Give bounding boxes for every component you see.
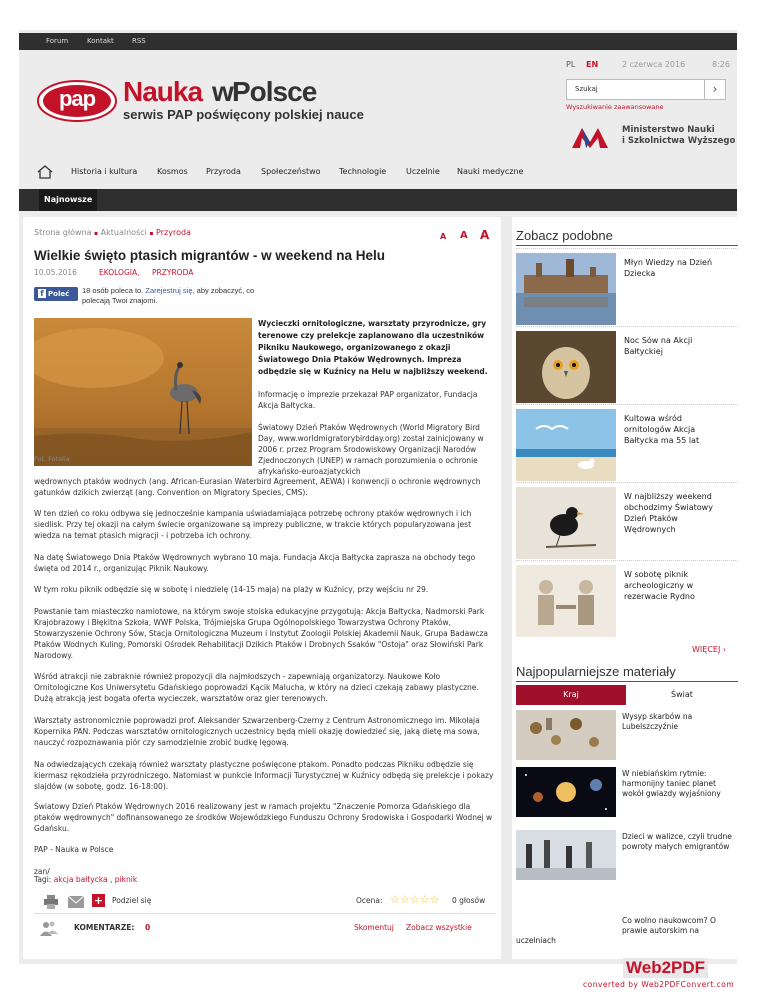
sub-nav — [19, 189, 737, 211]
see-all-comments-link[interactable]: Zobacz wszystkie — [406, 923, 472, 932]
divider — [516, 245, 738, 246]
category-przyroda[interactable]: PRZYRODA — [152, 268, 194, 277]
nav-przyroda[interactable]: Przyroda — [206, 167, 241, 176]
font-size-medium[interactable]: A — [460, 230, 468, 241]
paragraph-2a: Światowy Dzień Ptaków Wędrownych (World Migratory Bird Day, www.worldmigratorybirdday.org) został zainicjowany w 2006 r. przez Program Środowiskowy Organizacji Narodów Zjednoczonych (UNEP) w ramach porozumienia o ochronie afrykańsko-euroazjatyckich — [258, 423, 484, 476]
tags-row: Tagi: akcja bałtycka , piknik — [34, 875, 138, 884]
star-icon[interactable]: ☆ — [429, 893, 440, 906]
article-author: zan/ — [34, 867, 50, 876]
star-icon[interactable]: ☆ — [399, 893, 410, 906]
article-tools — [34, 893, 496, 945]
paragraph-10: Światowy Dzień Ptaków Wędrownych 2016 realizowany jest w ramach projektu "Znaczenie Pomorza Gdańskiego dla ptaków wędrownych" dofinansowanego ze środków Wojewódzkiego Funduszu Ochrony Środowiska i Gospodarki Wodnej w Gdańsku. — [34, 802, 493, 833]
logo[interactable] — [37, 76, 387, 128]
fb-register-link[interactable]: Zarejestruj się, — [145, 286, 195, 295]
star-icon[interactable]: ☆ — [409, 893, 420, 906]
divider — [34, 913, 496, 914]
paragraph-5: W tym roku piknik odbędzie się w sobotę i niedzielę (14-15 maja) na plaży w Kuźnicy, przy wejściu nr 29. — [34, 585, 429, 594]
logo-nauka: Nauka — [123, 76, 203, 107]
related-text[interactable]: Młyn Wiedzy na Dzień Dziecka — [624, 258, 713, 278]
related-text[interactable]: Noc Sów na Akcji Bałtyckiej — [624, 336, 693, 356]
popular-text[interactable]: Wysyp skarbów na Lubelszczyźnie — [622, 712, 693, 731]
article-date: 10.05.2016 — [34, 268, 77, 277]
forum-link[interactable]: Forum — [46, 37, 69, 45]
star-icon[interactable]: ☆ — [419, 893, 430, 906]
comments-label: KOMENTARZE: — [74, 923, 135, 932]
popular-tabs — [516, 685, 738, 705]
logo-tagline: serwis PAP poświęcony polskiej nauce — [123, 107, 364, 122]
related-thumb — [516, 331, 616, 403]
date-display: 2 czerwca 2016 — [622, 60, 686, 69]
fb-text-post: aby zobaczyć, co polecają Twoi znajomi. — [82, 286, 255, 305]
web2pdf-converted: converted by Web2PDFConvert.com — [583, 980, 735, 989]
ministry-emblem-icon — [572, 126, 608, 148]
star-icon[interactable]: ☆ — [390, 893, 400, 906]
chevron-right-icon: › — [722, 645, 727, 654]
rating-label: Ocena: — [356, 896, 383, 905]
paragraph-6: Powstanie tam miasteczko namiotowe, na którym swoje stoiska edukacyjne przygotują: Akcja Bałtycka, Nadmorski Park Krajobrazowy i Błękitna Szkoła, WWF Polska, Trójmiejska Grupa Ogólnopolskiego Towarzystwa Ochrony Ptaków, Stowarzyszenie Ochrony Sów, Stacja Ornitologiczna Muzeum i Instytut Zoologii Polskiej Akademii Nauk, Grupa Badawcza Ptaków Wodnych Kuling, Pomorski Ośrodek Rehabilitacji Dzikich Ptaków i Drobnych Ssaków "Ostoja" oraz Słowiński Park Narodowy. — [34, 607, 489, 660]
photo-caption: Fot. Fotolia — [34, 455, 70, 463]
paragraph-1: Informację o imprezie przekazał PAP organizator, Fundacja Akcja Bałtycka. — [258, 390, 478, 410]
lang-en[interactable]: EN — [586, 60, 599, 69]
popular-item[interactable] — [516, 914, 738, 950]
article-lead: Wycieczki ornitologiczne, warsztaty przyrodnicze, gry terenowe czy prelekcje zaplanowano dla uczestników Pikniku Naukowego, organizowanego z okazji Światowego Dnia Ptaków Wędrownych. Impreza odbędzie się w Kuźnicy na Helu w najbliższy weekend. — [258, 319, 488, 376]
related-text[interactable]: W najbliższy weekend obchodzimy Światowy Dzień Ptaków Wędrownych — [624, 492, 713, 534]
main-nav — [19, 155, 737, 189]
home-icon[interactable] — [37, 165, 53, 179]
category-ekologia[interactable]: EKOLOGIA, — [99, 268, 140, 277]
divider — [516, 681, 738, 682]
paragraph-3: W ten dzień co roku odbywa się jednocześnie kampania uświadamiająca potrzebę ochrony ptaków wędrownych i ich siedlisk. Przy tej okazji na całym świecie organizowane są imprezy publiczne, w trakcie których popularyzowana jest wiedza na temat ptasich migracji - i potrzeba ich ochrony. — [34, 509, 472, 540]
popular-title: Najpopularniejsze materiały — [516, 664, 676, 679]
related-thumb — [516, 487, 616, 559]
search-input[interactable] — [566, 79, 726, 100]
nav-kosmos[interactable]: Kosmos — [157, 167, 188, 176]
blackbird-image — [516, 487, 616, 559]
nav-nauki-medyczne[interactable]: Nauki medyczne — [457, 167, 524, 176]
comments-count: 0 — [145, 923, 151, 932]
nav-historia[interactable]: Historia i kultura — [71, 167, 138, 176]
votes-count: 0 głosów — [452, 896, 486, 905]
paragraph-7: Wśród atrakcji nie zabraknie również propozycji dla najmłodszych - zapewniają organizatorzy. Naukowe Koło Ornitologiczne Kos Uniwersytetu Gdańskiego poprowadzi Kącik Malucha, w który na dzieci czekają zabawy plastyczne. Dużą atrakcją jest bogata oferta wycieczek, warsztatów oraz gier terenowych. — [34, 672, 479, 703]
font-size-small[interactable]: A — [440, 232, 447, 241]
related-item[interactable] — [516, 326, 738, 404]
related-item[interactable] — [516, 248, 738, 326]
related-thumb — [516, 253, 616, 325]
related-item[interactable] — [516, 482, 738, 560]
related-text[interactable]: Kultowa wśród ornitologów Akcja Bałtycka ma 55 lat — [624, 414, 700, 445]
popular-thumb — [516, 710, 616, 760]
facebook-icon: f — [38, 289, 46, 298]
popular-item[interactable] — [516, 710, 738, 765]
related-item[interactable] — [516, 560, 738, 638]
crumb-section[interactable]: Przyroda — [156, 228, 191, 237]
fb-social-text — [82, 286, 282, 306]
crumb-separator-icon: ▪ — [94, 230, 99, 237]
popular-thumb — [516, 767, 616, 817]
rss-link[interactable]: RSS — [132, 37, 146, 45]
facebook-recommend-button[interactable] — [34, 287, 78, 301]
search-submit-button[interactable] — [704, 79, 726, 100]
users-icon — [40, 920, 58, 936]
web2pdf-watermark — [583, 956, 733, 990]
planets-image — [516, 767, 616, 817]
related-text[interactable]: W sobotę piknik archeologiczny w rezerwacie Rydno — [624, 570, 695, 601]
lang-pl[interactable]: PL — [566, 60, 576, 69]
ministry-logo[interactable] — [572, 124, 736, 150]
print-icon[interactable] — [44, 895, 58, 909]
treasure-image — [516, 710, 616, 760]
more-link[interactable] — [692, 645, 726, 654]
crumb-separator-icon: ▪ — [149, 230, 154, 237]
tab-kraj[interactable]: Kraj — [516, 685, 626, 705]
search-placeholder: Szukaj — [575, 85, 598, 93]
owl-image — [516, 331, 616, 403]
popular-text[interactable]: Dzieci w walizce, czyli trudne powroty małych emigrantów — [622, 832, 732, 851]
crumb-home[interactable]: Strona główna — [34, 228, 92, 237]
kontakt-link[interactable]: Kontakt — [87, 37, 114, 45]
fb-button-label: Poleć — [48, 290, 70, 298]
top-bar — [19, 33, 737, 50]
comment-link[interactable]: Skomentuj — [354, 923, 394, 932]
logo-polsce: Polsce — [232, 76, 317, 107]
airport-image — [516, 830, 616, 880]
tag-akcja-baltycka[interactable]: akcja bałtycka — [53, 875, 108, 884]
web2pdf-logo: Web2PDF — [623, 958, 708, 978]
related-thumb — [516, 409, 616, 481]
tags-label: Tagi: — [34, 875, 52, 884]
logo-badge-text: pap — [58, 86, 96, 111]
article-photo — [34, 318, 252, 466]
popular-item[interactable] — [516, 767, 738, 822]
logo-w: w — [212, 76, 234, 107]
seagulls-beach-image — [516, 409, 616, 481]
chevron-right-icon: › — [712, 82, 718, 96]
paragraph-2b: wędrownych ptaków wodnych (ang. African-Eurasian Waterbird Agreement, AEWA) i konwencji o ochronie wędrownych gatunków dzikich zwierząt (ang. Convention on Migratory Species, CMS). — [34, 477, 481, 497]
tag-piknik[interactable]: piknik — [114, 875, 138, 884]
nav-technologie[interactable]: Technologie — [339, 167, 387, 176]
email-icon[interactable] — [68, 896, 84, 908]
fb-text-pre: 18 osób poleca to. — [82, 286, 144, 295]
tab-swiat[interactable]: Świat — [626, 685, 738, 705]
breadcrumb — [34, 228, 191, 237]
ministry-line2: i Szkolnictwa Wyższego — [622, 136, 736, 146]
ministry-line1: Ministerstwo Nauki — [622, 125, 715, 135]
tab-najnowsze[interactable]: Najnowsze — [39, 189, 97, 211]
popular-item[interactable] — [516, 830, 738, 885]
city-river-image — [516, 253, 616, 325]
paragraph-4: Na datę Światowego Dnia Ptaków Wędrownych wybrano 10 maja. Fundacja Akcja Bałtycka zaprasza na obchody tego święta od 2014 r., organizując Piknik Naukowy. — [34, 553, 476, 573]
crumb-news[interactable]: Aktualności — [100, 228, 147, 237]
popular-thumb — [516, 830, 616, 880]
crane-photo-image — [34, 318, 252, 466]
font-size-large[interactable]: A — [480, 228, 490, 242]
paragraph-9: Na odwiedzających czekają również warsztaty plastyczne poświęcone ptakom. Ponadto podczas Pikniku odbędzie się kiermasz rękodzieła przyrodniczego. Natomiast w punkcie Informacji Turystycznej w Kuźnicy odbędą się prelekcje i pokazy slajdów (w sobotę, godz. 16-18:00). — [34, 760, 494, 791]
rating-stars[interactable] — [390, 893, 439, 906]
time-display: 8:26 — [712, 60, 730, 69]
archaeology-image — [516, 565, 616, 637]
related-item[interactable] — [516, 404, 738, 482]
share-label[interactable]: Podziel się — [112, 896, 152, 905]
article-source: PAP - Nauka w Polsce — [34, 845, 114, 854]
popular-text-tail[interactable]: uczelniach — [516, 936, 556, 945]
more-label: WIĘCEJ — [692, 645, 721, 654]
popular-text[interactable]: Co wolno naukowcom? O prawie autorskim na — [622, 916, 716, 935]
share-plus-icon[interactable]: + — [93, 894, 104, 907]
nav-spoleczenstwo[interactable]: Społeczeństwo — [261, 167, 321, 176]
advanced-search-link[interactable]: Wyszukiwanie zaawansowane — [566, 103, 664, 111]
nav-uczelnie[interactable]: Uczelnie — [406, 167, 440, 176]
article-title: Wielkie święto ptasich migrantów - w weekend na Helu — [34, 248, 385, 263]
paragraph-8: Warsztaty astronomicznie poprowadzi prof. Aleksander Szwarzenberg-Czerny z Centrum Astronomicznego im. Mikołaja Kopernika PAN. Podczas warsztatów ornitologicznych uczestnicy będą mieli okazję dowiedzieć się, jaką dietę ma sowa, nauczyć rozpoznawania piór czy samodzielnie zrobić budkę lęgową. — [34, 716, 480, 747]
popular-text[interactable]: W niebiańskim rytmie: harmonijny taniec planet wokół gwiazdy wyjaśniony — [622, 769, 721, 798]
related-thumb — [516, 565, 616, 637]
related-title: Zobacz podobne — [516, 228, 613, 243]
